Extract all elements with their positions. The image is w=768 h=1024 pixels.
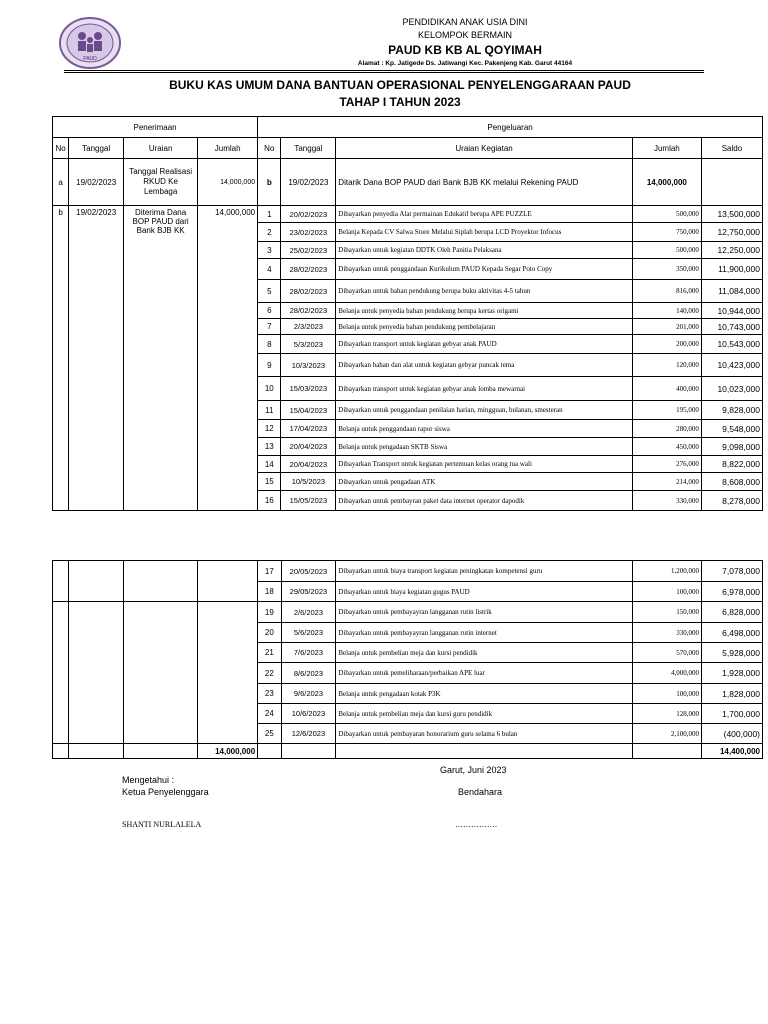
receipt-amount: 14,000,000 <box>198 206 258 511</box>
expense-no: 18 <box>258 582 281 602</box>
bendahara-name: ……………. <box>455 820 497 829</box>
receipt-no: b <box>53 206 69 511</box>
receipt-date: 19/02/2023 <box>69 206 124 511</box>
expense-amount: 280,000 <box>632 420 701 438</box>
expense-date: 8/6/2023 <box>281 663 336 684</box>
expense-desc: Dibayarkan untuk biaya kegiatan gugus PAUD <box>336 582 633 602</box>
receipt-empty-cell <box>124 602 198 744</box>
expense-amount: 140,000 <box>632 303 701 319</box>
mengetahui-label: Mengetahui : <box>122 775 175 785</box>
expense-desc: Dibayarkan untuk pembayran paket data internet operator dapodik <box>336 491 633 511</box>
expense-desc: Dibayarkan untuk biaya transport kegiatan peningkatan kompetensi guru <box>336 561 633 582</box>
receipt-empty-cell <box>69 561 124 602</box>
expense-balance: 10,743,000 <box>701 319 762 335</box>
expense-amount: 128,000 <box>632 704 701 724</box>
expense-amount: 150,000 <box>632 602 701 623</box>
expense-desc: Dibayarkan bahan dan alat untuk kegiatan gebyar puncak tema <box>336 354 633 377</box>
expense-date: 15/03/2023 <box>281 377 336 401</box>
expense-desc: Belanja untuk pengadaan SKTB Siswa <box>336 438 633 456</box>
expense-date: 2/6/2023 <box>281 602 336 623</box>
expense-amount: 201,000 <box>632 319 701 335</box>
col-jumlah: Jumlah <box>632 138 701 159</box>
expense-no: 2 <box>258 223 281 242</box>
expense-desc: Belanja untuk penyedia bahan pendukung pembelajaran <box>336 319 633 335</box>
expense-no: 11 <box>258 401 281 420</box>
expense-amount: 214,000 <box>632 473 701 491</box>
col-no: No <box>258 138 281 159</box>
header-rule <box>64 70 704 71</box>
expense-no: 13 <box>258 438 281 456</box>
receipt-date: 19/02/2023 <box>69 159 124 206</box>
expense-amount: 120,000 <box>632 354 701 377</box>
expense-no: 10 <box>258 377 281 401</box>
expense-balance: 5,928,000 <box>702 643 763 663</box>
expense-no: 15 <box>258 473 281 491</box>
receipt-empty-cell <box>198 602 258 744</box>
expense-date: 28/02/2023 <box>281 259 336 280</box>
cash-book-table-page1 <box>52 116 763 511</box>
expense-desc: Dibayarkan untuk kegiatan DDTK Oleh Panitia Pelaksana <box>336 242 633 259</box>
expense-amount: 330,000 <box>632 491 701 511</box>
pengeluaran-header: Pengeluaran <box>258 117 763 138</box>
expense-date: 17/04/2023 <box>281 420 336 438</box>
expense-no: 21 <box>258 643 281 663</box>
expense-balance: 9,548,000 <box>701 420 762 438</box>
expense-desc: Dibayarkan penyedia Alat permainan Edukatif berupa APE PUZZLE <box>336 206 633 223</box>
expense-amount: 195,000 <box>632 401 701 420</box>
expense-date: 15/04/2023 <box>281 401 336 420</box>
expense-balance: 11,084,000 <box>701 280 762 303</box>
header-rule <box>64 72 704 73</box>
expense-desc: Dibayarkan transport untuk kegiatan gebyar anak lomba mewarnai <box>336 377 633 401</box>
col-no: No <box>53 138 69 159</box>
expense-balance: 13,500,000 <box>701 206 762 223</box>
expense-no: 8 <box>258 335 281 354</box>
expense-balance: 1,828,000 <box>702 684 763 704</box>
header-line3: PAUD KB KB AL QOYIMAH <box>388 43 542 57</box>
expense-balance: 12,250,000 <box>701 242 762 259</box>
expense-amount: 100,000 <box>632 582 701 602</box>
receipt-amount: 14,000,000 <box>198 159 258 206</box>
expense-amount: 276,000 <box>632 456 701 473</box>
expense-no: 9 <box>258 354 281 377</box>
expense-balance: 6,828,000 <box>702 602 763 623</box>
expense-amount: 1,200,000 <box>632 561 701 582</box>
expense-balance: 9,828,000 <box>701 401 762 420</box>
expense-balance: 12,750,000 <box>701 223 762 242</box>
expense-amount: 570,000 <box>632 643 701 663</box>
expense-no: 20 <box>258 623 281 643</box>
total-expenses: 14,400,000 <box>702 744 763 759</box>
expense-balance: 1,700,000 <box>702 704 763 724</box>
expense-amount: 4,000,000 <box>632 663 701 684</box>
expense-amount: 400,000 <box>632 377 701 401</box>
bendahara-label: Bendahara <box>458 787 503 797</box>
expense-date: 10/5/2023 <box>281 473 336 491</box>
expense-amount: 750,000 <box>632 223 701 242</box>
expense-date: 15/05/2023 <box>281 491 336 511</box>
expense-desc: Dibayarkan untuk pembayayran langganan rutin internet <box>336 623 633 643</box>
expense-date: 10/3/2023 <box>281 354 336 377</box>
expense-amount: 100,000 <box>632 684 701 704</box>
ketua-label: Ketua Penyelenggara <box>122 787 209 797</box>
expense-amount: 816,000 <box>632 280 701 303</box>
col-tanggal: Tanggal <box>281 138 336 159</box>
col-uraian: Uraian <box>124 138 198 159</box>
receipt-empty-cell <box>198 561 258 602</box>
expense-date: 28/02/2023 <box>281 280 336 303</box>
expense-balance <box>701 159 762 206</box>
total-empty-cell <box>336 744 633 759</box>
expense-date: 9/6/2023 <box>281 684 336 704</box>
expense-balance: 10,543,000 <box>701 335 762 354</box>
receipt-no: a <box>53 159 69 206</box>
col-jumlah: Jumlah <box>198 138 258 159</box>
expense-no: 1 <box>258 206 281 223</box>
receipt-empty-cell <box>124 561 198 602</box>
expense-no: 3 <box>258 242 281 259</box>
expense-date: 5/3/2023 <box>281 335 336 354</box>
expense-balance: 1,928,000 <box>702 663 763 684</box>
expense-no: 24 <box>258 704 281 724</box>
expense-date: 28/02/2023 <box>281 303 336 319</box>
expense-amount: 200,000 <box>632 335 701 354</box>
ketua-name: SHANTI NURLALELA <box>122 820 202 829</box>
expense-desc: Dibayarkan untuk pembayaran honorarium guru selama 6 bulan <box>336 724 633 744</box>
expense-balance: 10,944,000 <box>701 303 762 319</box>
document-title: BUKU KAS UMUM DANA BANTUAN OPERASIONAL PENYELENGGARAAN PAUD <box>169 78 631 92</box>
expense-desc: Belanja untuk penggandaan rapor siswa <box>336 420 633 438</box>
expense-desc: Belanja untuk pembelian meja dan kursi guru pendidik <box>336 704 633 724</box>
expense-amount: 500,000 <box>632 206 701 223</box>
expense-date: 5/6/2023 <box>281 623 336 643</box>
expense-no: 23 <box>258 684 281 704</box>
expense-date: 23/02/2023 <box>281 223 336 242</box>
expense-balance: 7,078,000 <box>702 561 763 582</box>
expense-desc: Ditarik Dana BOP PAUD dari Bank BJB KK melalui Rekening PAUD <box>336 159 633 206</box>
expense-amount: 450,000 <box>632 438 701 456</box>
receipt-empty-cell <box>53 602 69 744</box>
expense-date: 25/02/2023 <box>281 242 336 259</box>
expense-no: 17 <box>258 561 281 582</box>
expense-balance: 10,023,000 <box>701 377 762 401</box>
expense-date: 10/6/2023 <box>281 704 336 724</box>
receipt-empty-cell <box>69 602 124 744</box>
expense-balance: 8,608,000 <box>701 473 762 491</box>
header-line2: KELOMPOK BERMAIN <box>417 30 513 40</box>
receipt-desc: Diterima Dana BOP PAUD dari Bank BJB KK <box>124 206 198 511</box>
total-empty-cell <box>632 744 701 759</box>
expense-amount: 330,000 <box>632 623 701 643</box>
expense-no: 14 <box>258 456 281 473</box>
total-empty-cell <box>53 744 69 759</box>
expense-date: 20/05/2023 <box>281 561 336 582</box>
expense-date: 7/6/2023 <box>281 643 336 663</box>
expense-balance: 6,498,000 <box>702 623 763 643</box>
total-receipts: 14,000,000 <box>198 744 258 759</box>
expense-desc: Dibayarkan untuk penggandaan Kurikulum PAUD Kepada Segar Poto Copy <box>336 259 633 280</box>
expense-no: 7 <box>258 319 281 335</box>
expense-balance: 9,098,000 <box>701 438 762 456</box>
total-empty-cell <box>124 744 198 759</box>
expense-amount: 350,000 <box>632 259 701 280</box>
expense-no: 12 <box>258 420 281 438</box>
expense-date: 20/04/2023 <box>281 456 336 473</box>
total-empty-cell <box>69 744 124 759</box>
receipt-empty-cell <box>53 561 69 602</box>
expense-no: 6 <box>258 303 281 319</box>
expense-desc: Belanja untuk pengadaan kotak P3K <box>336 684 633 704</box>
expense-desc: Dibayarkan transport untuk kegiatan gebyar anak PAUD <box>336 335 633 354</box>
receipt-desc: Tanggal Realisasi RKUD Ke Lembaga <box>124 159 198 206</box>
expense-amount: 500,000 <box>632 242 701 259</box>
expense-date: 20/02/2023 <box>281 206 336 223</box>
expense-desc: Dibayarkan untuk pembayayran langganan rutin listrik <box>336 602 633 623</box>
expense-balance: (400,000) <box>702 724 763 744</box>
expense-amount: 2,100,000 <box>632 724 701 744</box>
col-saldo: Saldo <box>701 138 762 159</box>
header-line1: PENDIDIKAN ANAK USIA DINI <box>402 17 528 27</box>
expense-no: 25 <box>258 724 281 744</box>
expense-no: 16 <box>258 491 281 511</box>
penerimaan-header: Penerimaan <box>53 117 258 138</box>
header-address: Alamat : Kp. Jatigede Ds. Jatiwangi Kec. Pakenjeng Kab. Garut 44164 <box>357 60 573 67</box>
expense-balance: 8,822,000 <box>701 456 762 473</box>
expense-desc: Dibayarkan untuk penggandaan penilaian harian, mingguan, bulanan, smesteran <box>336 401 633 420</box>
expense-no: 19 <box>258 602 281 623</box>
expense-date: 2/3/2023 <box>281 319 336 335</box>
expense-desc: Dibayarkan untuk pemeliharaan/perbaikan APE luar <box>336 663 633 684</box>
expense-no: 22 <box>258 663 281 684</box>
expense-date: 12/6/2023 <box>281 724 336 744</box>
expense-desc: Belanja untuk penyedia bahan pendukung berupa kertas origami <box>336 303 633 319</box>
expense-desc: Belanja Kepada CV Salwa Store Melalui Siplah berupa LCD Proyektor Infocus <box>336 223 633 242</box>
school-logo <box>58 16 122 70</box>
expense-desc: Dibayarkan untuk bahan pendukung berupa buku aktivitas 4-5 tahun <box>336 280 633 303</box>
expense-balance: 6,978,000 <box>702 582 763 602</box>
expense-desc: Dibayarkan untuk pengadaan ATK <box>336 473 633 491</box>
expense-balance: 10,423,000 <box>701 354 762 377</box>
total-empty-cell <box>281 744 336 759</box>
expense-amount: 14,000,000 <box>632 159 701 206</box>
logo-text: PAUD <box>83 56 97 62</box>
expense-no: 4 <box>258 259 281 280</box>
expense-desc: Dibayarkan Transport untuk kegiatan pertemuan kelas orang tua wali <box>336 456 633 473</box>
expense-desc: Belanja untuk pembelian meja dan kursi pendidik <box>336 643 633 663</box>
expense-date: 19/02/2023 <box>281 159 336 206</box>
cash-book-table-page2 <box>52 560 763 759</box>
expense-date: 20/04/2023 <box>281 438 336 456</box>
expense-date: 29/05/2023 <box>281 582 336 602</box>
expense-balance: 8,278,000 <box>701 491 762 511</box>
place-date: Garut, Juni 2023 <box>440 765 507 775</box>
total-empty-cell <box>258 744 281 759</box>
expense-no: 5 <box>258 280 281 303</box>
col-tanggal: Tanggal <box>69 138 124 159</box>
document-subtitle: TAHAP I TAHUN 2023 <box>339 95 461 109</box>
col-uraian-kegiatan: Uraian Kegiatan <box>336 138 633 159</box>
expense-balance: 11,900,000 <box>701 259 762 280</box>
expense-no: b <box>258 159 281 206</box>
